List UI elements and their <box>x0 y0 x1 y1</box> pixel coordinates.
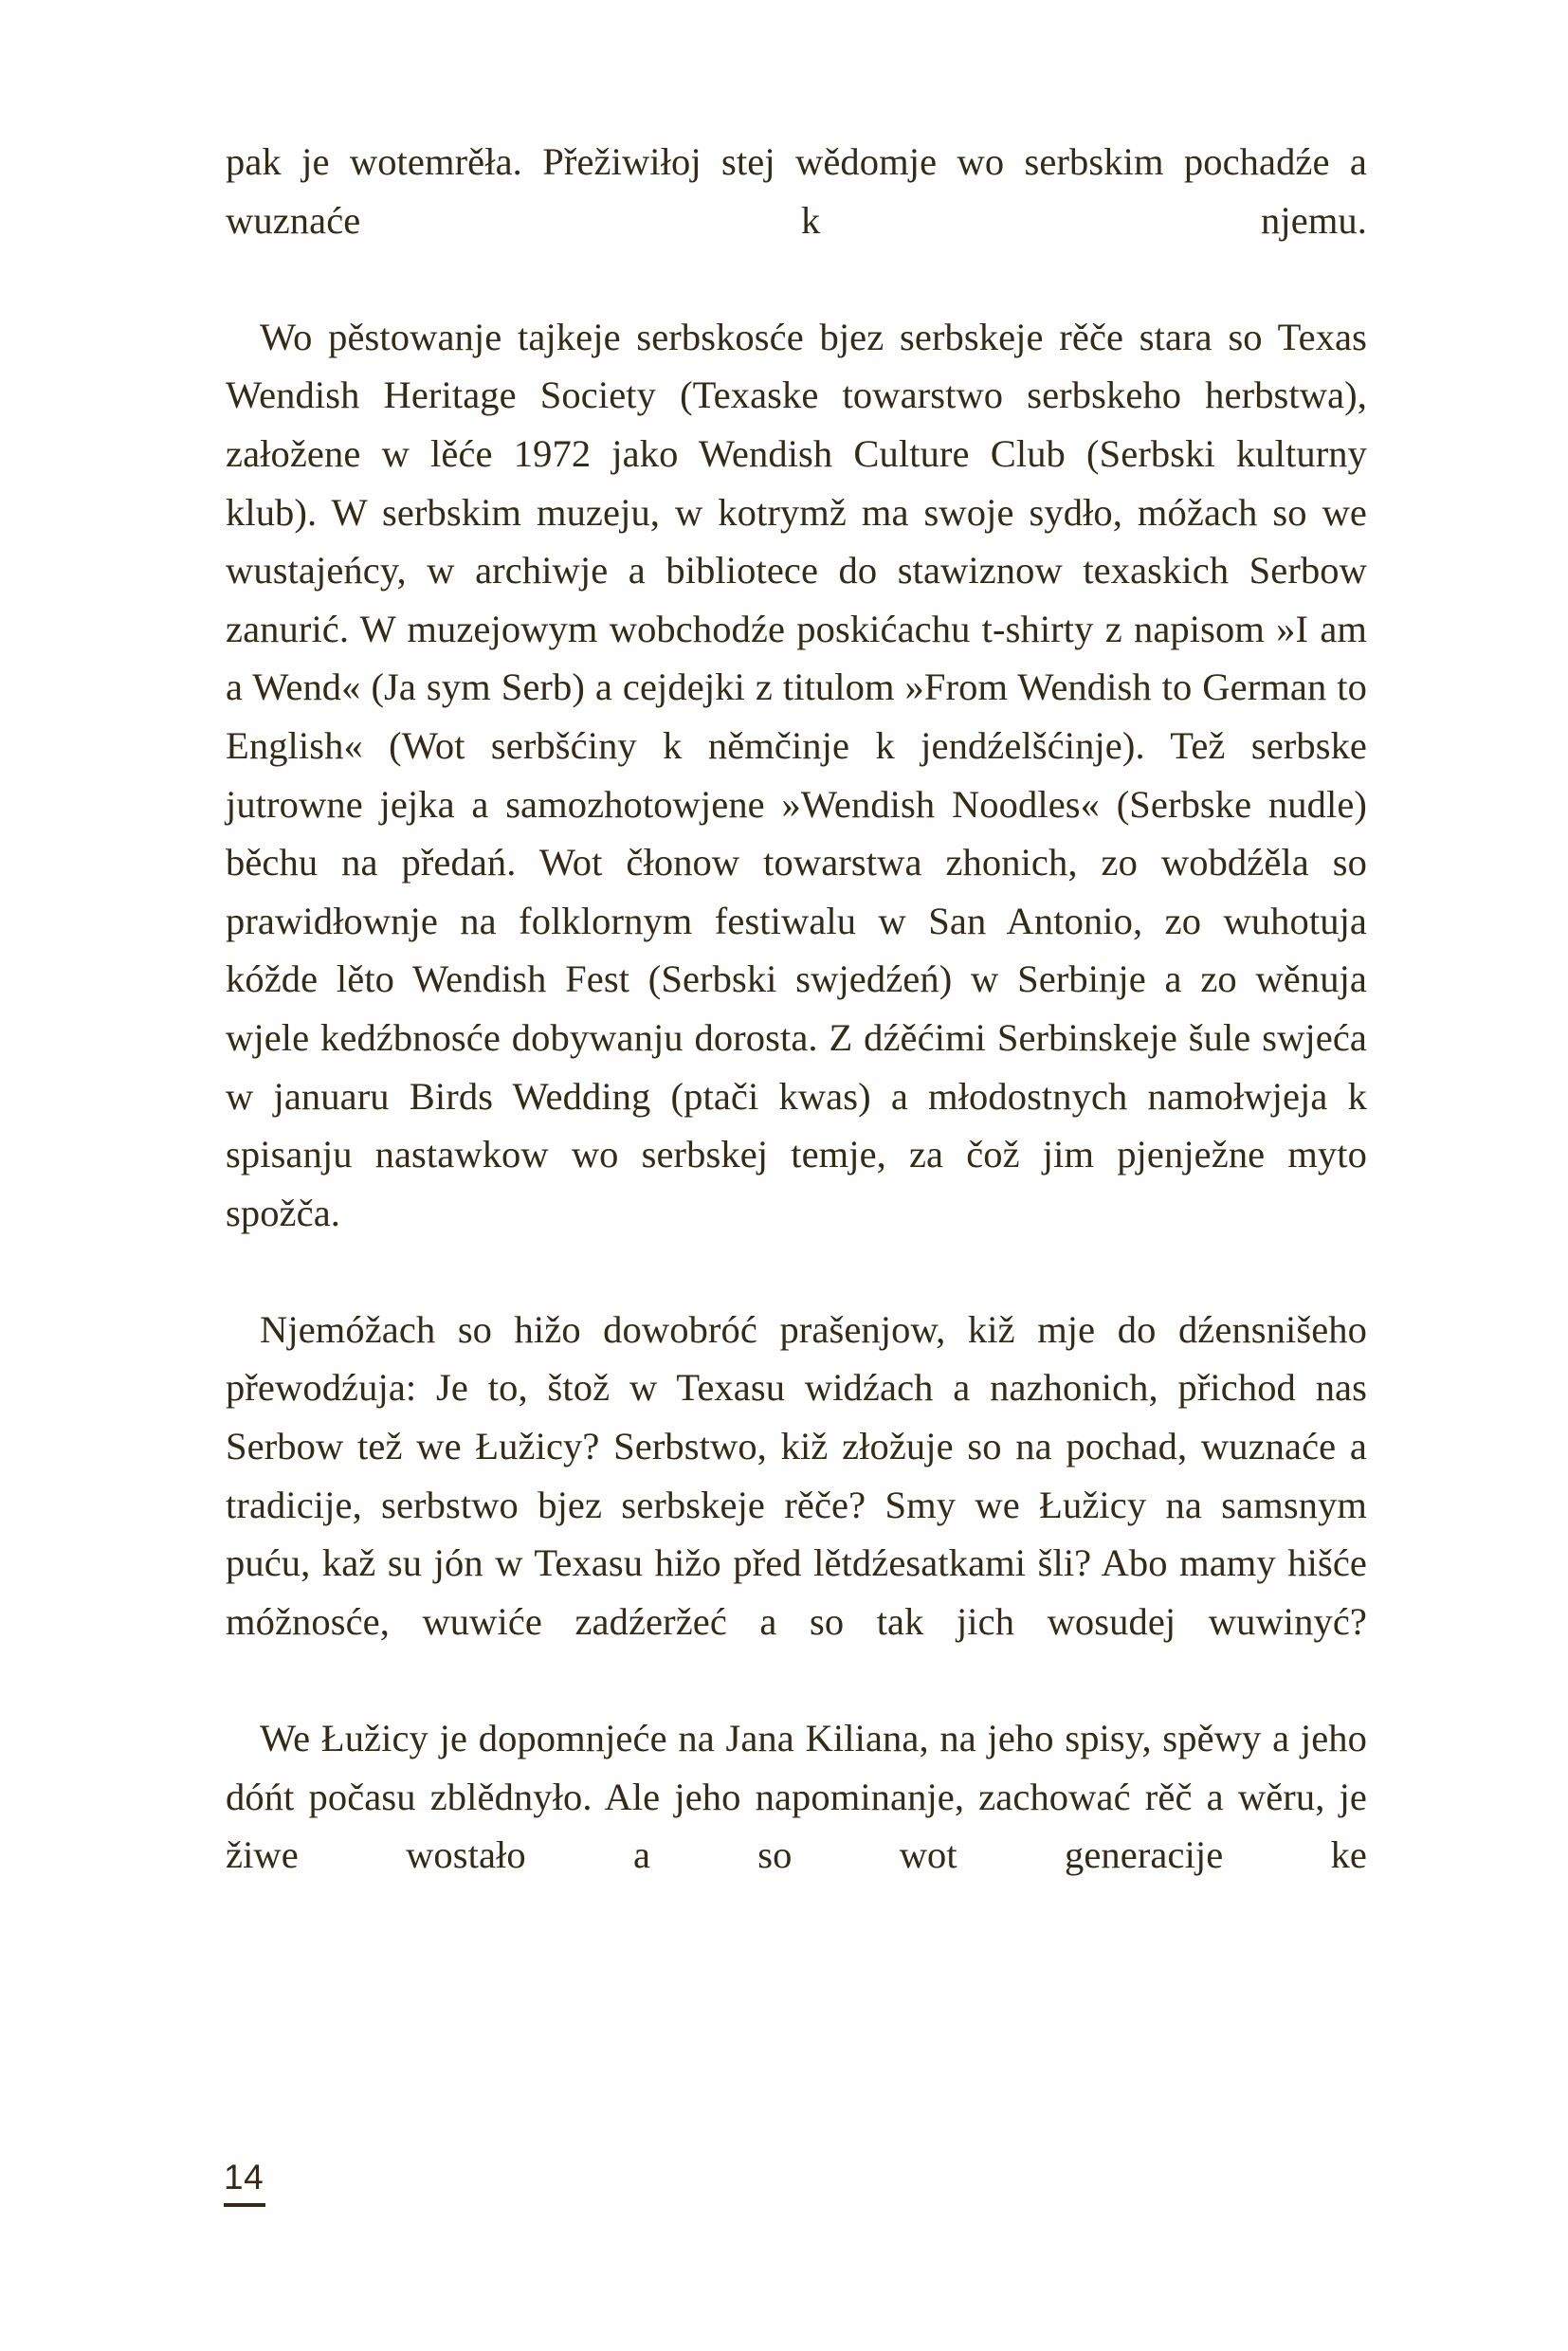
paragraph-continued: pak je wotemrěła. Přežiwiłoj stej wědomje wo serbskim pochadźe a wuznaće k njemu. <box>226 140 1367 242</box>
paragraph-texas-wendish-heritage-society: Wo pěstowanje tajkeje serbskosće bjez serbskeje rěče stara so Texas Wendish Heritage Society (Texaske towarstwo serbskeho herbstwa), załožene w lěće 1972 jako Wendish Culture Club (Serbski kulturny klub). W serbskim muzeju, w kotrymž ma swoje sydło, móžach so we wustajeńcy, w archiwje a bibliotece do stawiznow texaskich Serbow zanurić. W muzejowym wobchodźe poskićachu t-shirty z napisom »I am a Wend« (Ja sym Serb) a cejdejki z titulom »From Wendish to German to English« (Wot serbšćiny k němčinje k jendźelšćinje). Tež serbske jutrowne jejka a samozhotowjene »Wendish Noodles« (Serbske nudle) běchu na předań. Wot čłonow towarstwa zhonich, zo wobdźěla so prawidłownje na folklornym festiwalu w San Antonio, zo wuhotuja kóžde lěto Wendish Fest (Serbski swjedźeń) w Serbinje a zo wěnuja wjele kedźbnosće dobywanju dorosta. Z dźěćimi Serbinskeje šule swjeća w januaru Birds Wedding (ptači kwas) a młodostnych namołwjeja k spisanju nastawkow wo serbskej temje, za čož jim pjenježne myto spožča. <box>226 315 1367 1234</box>
paragraph-kilian: We Łužicy je dopomnjeće na Jana Kiliana, na jeho spisy, spěwy a jeho dóńt počasu zblědnyło. Ale jeho napominanje, zachować rěč a wěru, je žiwe wostało a so wot generacije ke <box>226 1717 1367 1877</box>
paragraph-questions: Njemóžach so hižo dowobróć prašenjow, kiž mje do dźensnišeho přewodźuja: Je to, štož w Texasu widźach a nazhonich, přichod nas Serbow tež we Łužicy? Serbstwo, kiž złožuje so na pochad, wuznaće a tradicije, serbstwo bjez serbskeje rěče? Smy we Łužicy na samsnym puću, kaž su jón w Texasu hižo před lětdźesatkami šli? Abo mamy hišće móžnosće, wuwiće zadźeržeć a so tak jich wosudej wuwinyć? <box>226 1307 1367 1643</box>
body-text-block <box>226 133 1367 1942</box>
page-number: 14 <box>224 2159 265 2207</box>
